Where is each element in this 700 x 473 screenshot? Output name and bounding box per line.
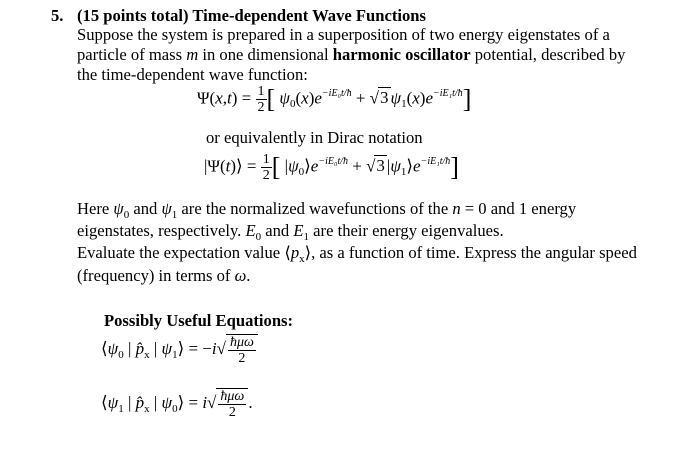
dirac-equation: |Ψ(t)⟩ = $\frac{1}{2}$ [ $|\psi_0⟩e^{-iE_0t/ħ} + √3$ $|\psi_1⟩e^{-iE_1t/ħ}$] (204, 152, 459, 183)
intro-line-2: particle of mass m in one dimensional harmonic oscillator potential, described by (77, 45, 626, 64)
matrix-element-01: $⟨\psi_0$ | $p̂_x$ | $\psi_1⟩ = -i√$ $\frac{\text{ħμω}}{2}$ (101, 334, 258, 366)
eigenstates-line: eigenstates, respectively. $E_0$ and $E_1$ are their energy eigenvalues. (77, 221, 504, 243)
wavefunction-equation: Ψ(x,t) = $\frac{1}{2}$ [ $\psi_0(x)e^{-iE_0t/ħ} + √3$ $\psi_1(x)e^{-iE_1t/ħ}$] (197, 84, 472, 115)
matrix-element-10: $⟨\psi_1$ | $p̂_x$ | $\psi_0⟩ = i√$ $\frac{\text{ħμω}}{2}$ . (101, 389, 253, 420)
problem-title: (15 points total) Time-dependent Wave Functions (77, 6, 426, 25)
here-line: Here $\psi_0$ and $\psi_1$ are the normalized wavefunctions of the n = 0 and 1 energy (77, 199, 577, 221)
problem-number: 5. (51, 6, 64, 25)
dirac-intro: or equivalently in Dirac notation (206, 128, 423, 147)
frequency-line: (frequency) in terms of ω. (77, 266, 251, 285)
intro-line-1: Suppose the system is prepared in a superposition of two energy eigenstates of a (77, 25, 610, 44)
useful-equations-header: Possibly Useful Equations: (104, 311, 294, 330)
intro-line-3: the time-dependent wave function: (77, 65, 308, 84)
evaluate-line: Evaluate the expectation value $⟨p_x⟩$, as a function of time. Express the angular speed (77, 243, 637, 265)
